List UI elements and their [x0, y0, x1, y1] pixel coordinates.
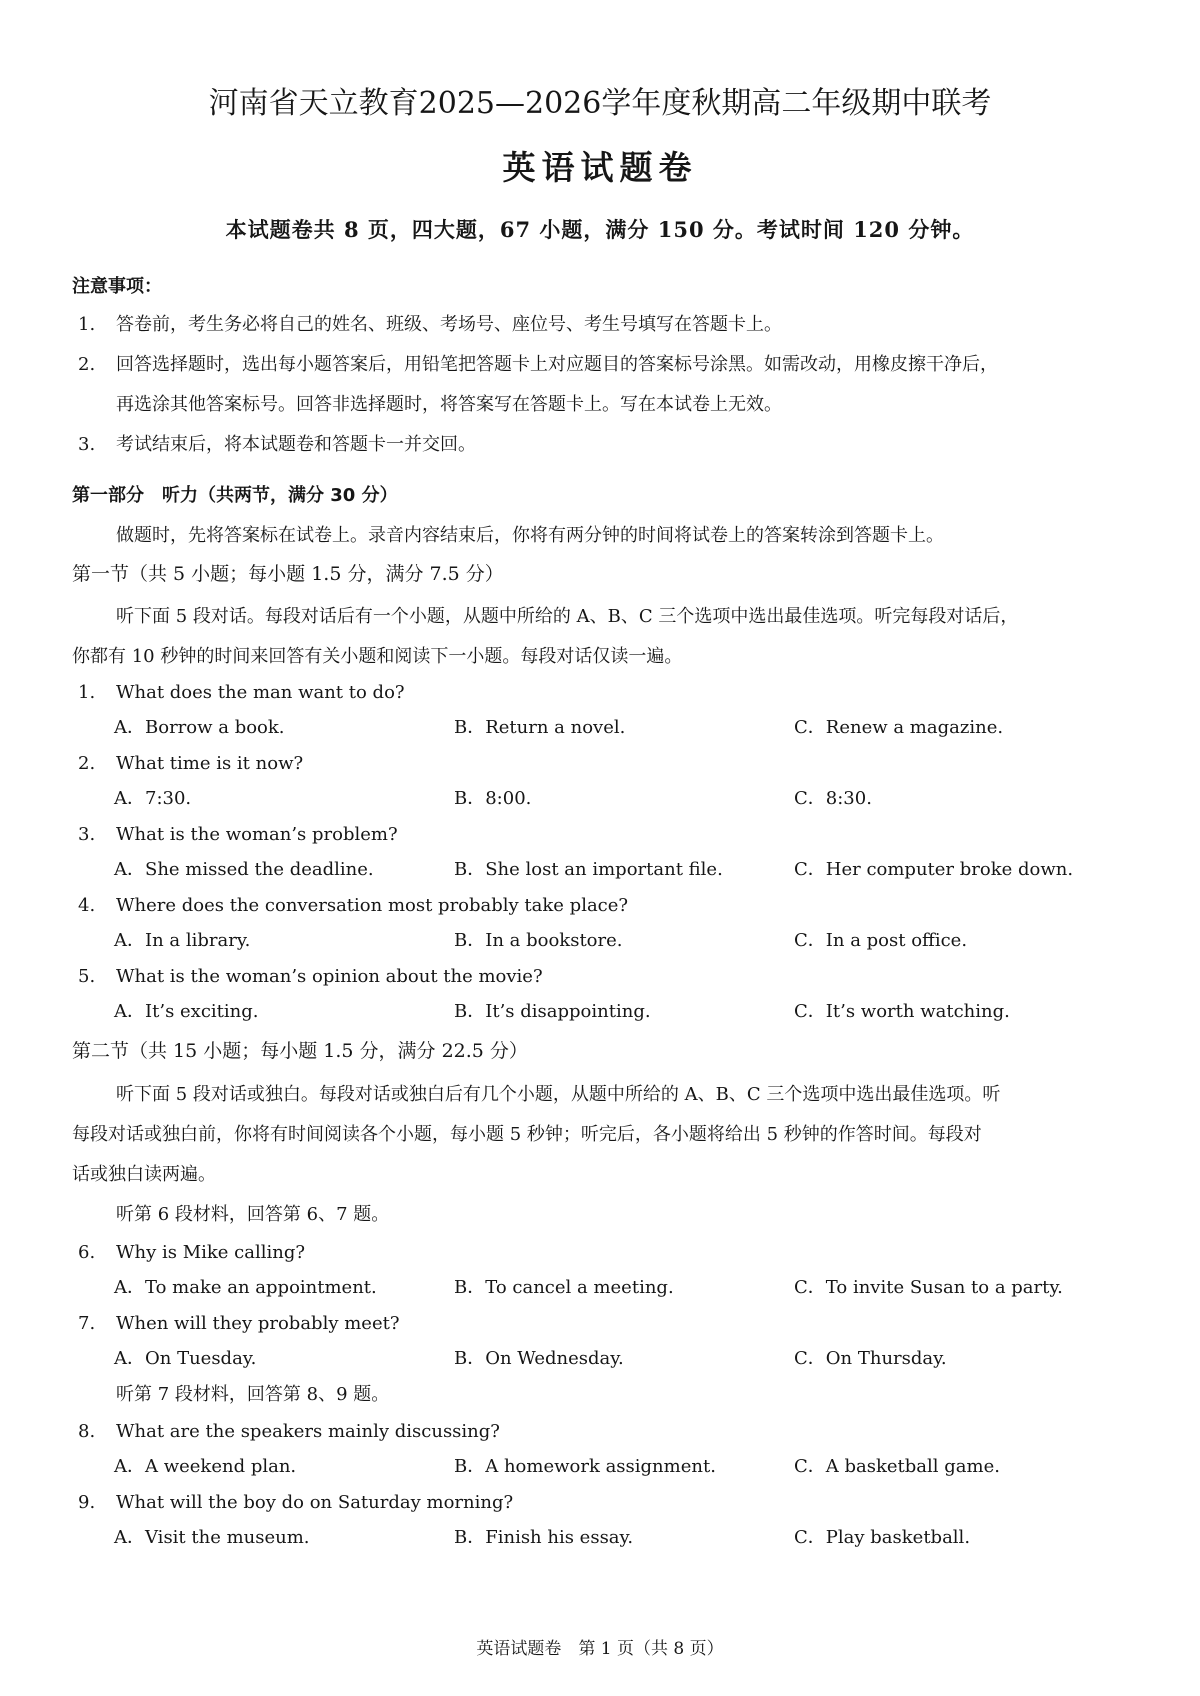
- section2-intro-line1: 听下面 5 段对话或独白。每段对话或独白后有几个小题，从题中所给的 A、B、C 三个选项中选出最佳选项。听: [116, 1084, 1001, 1105]
- question-6-option-b: B．To cancel a meeting.: [454, 1277, 674, 1298]
- question-9-option-b: B．Finish his essay.: [454, 1527, 634, 1548]
- question-2-option-c: C．8:30.: [794, 788, 872, 809]
- question-5-option-a: A．It’s exciting.: [114, 1001, 259, 1022]
- question-4-option-a: A．In a library.: [114, 930, 251, 951]
- question-6-option-a: A．To make an appointment.: [114, 1277, 377, 1298]
- question-7-option-c: C．On Thursday.: [794, 1348, 947, 1369]
- question-4-option-c: C．In a post office.: [794, 930, 968, 951]
- section1-intro-line2: 你都有 10 秒钟的时间来回答有关小题和阅读下一小题。每段对话仅读一遍。: [72, 646, 683, 667]
- section2-intro-line3: 话或独白读两遍。: [72, 1164, 216, 1185]
- question-1-option-b: B．Return a novel.: [454, 717, 626, 738]
- page-footer: 英语试题卷 第 1 页（共 8 页）: [476, 1639, 724, 1659]
- question-4-option-b: B．In a bookstore.: [454, 930, 623, 951]
- exam-title: 河南省天立教育2025—2026学年度秋期高二年级期中联考: [208, 86, 992, 121]
- question-2-option-b: B．8:00.: [454, 788, 532, 809]
- notice-item-2-text-continued: 再选涂其他答案标号。回答非选择题时，将答案写在答题卡上。写在本试卷上无效。: [116, 394, 782, 415]
- notice-item-2-number: 2.: [78, 354, 96, 375]
- question-7-option-a: A．On Tuesday.: [114, 1348, 257, 1369]
- question-6-number: 6.: [78, 1242, 96, 1263]
- notice-item-3-text: 考试结束后，将本试题卷和答题卡一并交回。: [116, 434, 476, 455]
- part1-heading: 第一部分 听力（共两节，满分 30 分）: [72, 485, 398, 506]
- question-7-number: 7.: [78, 1313, 96, 1334]
- section2-heading: 第二节（共 15 小题；每小题 1.5 分，满分 22.5 分）: [72, 1040, 528, 1062]
- question-9-option-a: A．Visit the museum.: [114, 1527, 310, 1548]
- question-1-option-a: A．Borrow a book.: [114, 717, 285, 738]
- notice-item-3-number: 3.: [78, 434, 96, 455]
- question-8-text: What are the speakers mainly discussing?: [116, 1421, 500, 1442]
- question-5-number: 5.: [78, 966, 96, 987]
- section1-intro-line1: 听下面 5 段对话。每段对话后有一个小题，从题中所给的 A、B、C 三个选项中选出最佳选项。听完每段对话后，: [116, 606, 1019, 627]
- question-3-option-c: C．Her computer broke down.: [794, 859, 1074, 880]
- question-3-number: 3.: [78, 824, 96, 845]
- notice-heading: 注意事项：: [72, 276, 162, 297]
- notice-item-1-number: 1.: [78, 314, 96, 335]
- question-1-option-c: C．Renew a magazine.: [794, 717, 1004, 738]
- question-9-number: 9.: [78, 1492, 96, 1513]
- question-3-option-b: B．She lost an important file.: [454, 859, 723, 880]
- material-7-instruction: 听第 7 段材料，回答第 8、9 题。: [116, 1384, 390, 1405]
- question-8-option-a: A．A weekend plan.: [114, 1456, 297, 1477]
- question-9-text: What will the boy do on Saturday morning?: [116, 1492, 514, 1513]
- question-6-option-c: C．To invite Susan to a party.: [794, 1277, 1063, 1298]
- question-3-option-a: A．She missed the deadline.: [114, 859, 374, 880]
- question-8-number: 8.: [78, 1421, 96, 1442]
- question-8-option-b: B．A homework assignment.: [454, 1456, 716, 1477]
- material-6-instruction: 听第 6 段材料，回答第 6、7 题。: [116, 1204, 390, 1225]
- question-6-text: Why is Mike calling?: [116, 1242, 306, 1263]
- question-8-option-c: C．A basketball game.: [794, 1456, 1000, 1477]
- notice-item-1-text: 答卷前，考生务必将自己的姓名、班级、考场号、座位号、考生号填写在答题卡上。: [116, 314, 782, 335]
- question-1-number: 1.: [78, 682, 96, 703]
- question-7-text: When will they probably meet?: [116, 1313, 400, 1334]
- question-4-number: 4.: [78, 895, 96, 916]
- question-4-text: Where does the conversation most probably take place?: [116, 895, 629, 916]
- question-5-option-c: C．It’s worth watching.: [794, 1001, 1010, 1022]
- section1-heading: 第一节（共 5 小题；每小题 1.5 分，满分 7.5 分）: [72, 563, 504, 585]
- question-3-text: What is the woman’s problem?: [116, 824, 398, 845]
- question-9-option-c: C．Play basketball.: [794, 1527, 971, 1548]
- question-2-text: What time is it now?: [116, 753, 304, 774]
- question-2-number: 2.: [78, 753, 96, 774]
- question-5-text: What is the woman’s opinion about the movie?: [116, 966, 543, 987]
- exam-info-line: 本试题卷共 8 页，四大题，67 小题，满分 150 分。考试时间 120 分钟。: [225, 217, 975, 242]
- question-1-text: What does the man want to do?: [116, 682, 405, 703]
- question-7-option-b: B．On Wednesday.: [454, 1348, 624, 1369]
- question-5-option-b: B．It’s disappointing.: [454, 1001, 651, 1022]
- exam-subject-title: 英语试题卷: [502, 148, 698, 187]
- part1-intro: 做题时，先将答案标在试卷上。录音内容结束后，你将有两分钟的时间将试卷上的答案转涂到答题卡上。: [116, 525, 944, 546]
- question-2-option-a: A．7:30.: [114, 788, 192, 809]
- section2-intro-line2: 每段对话或独白前，你将有时间阅读各个小题，每小题 5 秒钟；听完后，各小题将给出 5 秒钟的作答时间。每段对: [72, 1124, 982, 1145]
- notice-item-2-text: 回答选择题时，选出每小题答案后，用铅笔把答题卡上对应题目的答案标号涂黑。如需改动，用橡皮擦干净后，: [116, 354, 998, 375]
